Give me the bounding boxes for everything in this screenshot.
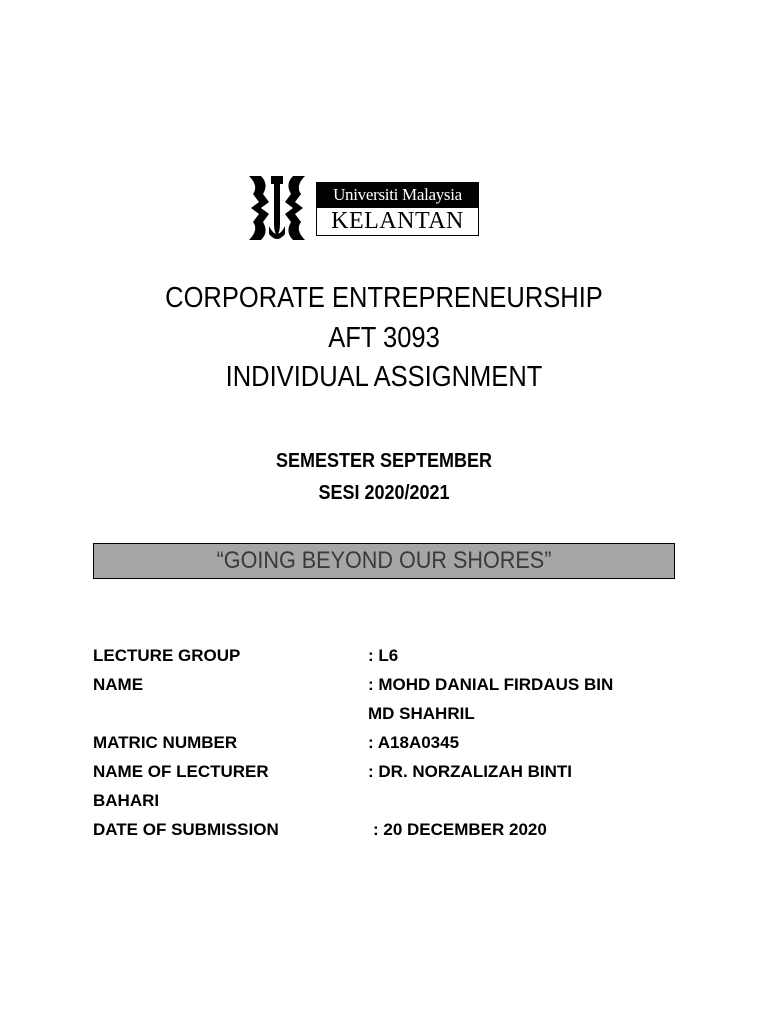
lecturer-value-continued: BAHARI [93, 791, 160, 810]
detail-row-name-cont [93, 699, 693, 728]
name-label: NAME [93, 675, 144, 694]
logo-wordmark [316, 182, 479, 236]
umk-logo-icon [247, 174, 307, 242]
submission-date-value: : 20 DECEMBER 2020 [373, 820, 547, 839]
name-value: : MOHD DANIAL FIRDAUS BIN [368, 675, 614, 694]
name-value-continued: MD SHAHRIL [368, 704, 475, 723]
assignment-type: INDIVIDUAL ASSIGNMENT [225, 361, 543, 393]
submission-date-label: DATE OF SUBMISSION [93, 820, 279, 839]
matric-number-label: MATRIC NUMBER [93, 733, 238, 752]
lecturer-label: NAME OF LECTURER [93, 762, 269, 781]
detail-row-matric [93, 728, 693, 757]
lecture-group-label: LECTURE GROUP [93, 646, 241, 665]
session-label: SESI 2020/2021 [318, 482, 450, 504]
logo-text-line2: KELANTAN [316, 208, 479, 236]
detail-row-name [93, 670, 693, 699]
detail-row-date [93, 815, 693, 844]
topic-title: “GOING BEYOND OUR SHORES” [216, 547, 552, 574]
detail-row-lecturer [93, 757, 693, 786]
matric-number-value: : A18A0345 [368, 733, 460, 752]
course-code: AFT 3093 [328, 322, 440, 354]
lecture-group-value: : L6 [368, 646, 399, 665]
logo-text-line1: Universiti Malaysia [316, 182, 479, 208]
detail-row-lecturer-cont [93, 786, 693, 815]
course-title: CORPORATE ENTREPRENEURSHIP [165, 282, 603, 314]
semester-label: SEMESTER SEPTEMBER [275, 450, 493, 472]
detail-row-lecture-group [93, 641, 693, 670]
university-logo [247, 174, 481, 242]
topic-banner [93, 543, 675, 579]
lecturer-value: : DR. NORZALIZAH BINTI [368, 762, 572, 781]
